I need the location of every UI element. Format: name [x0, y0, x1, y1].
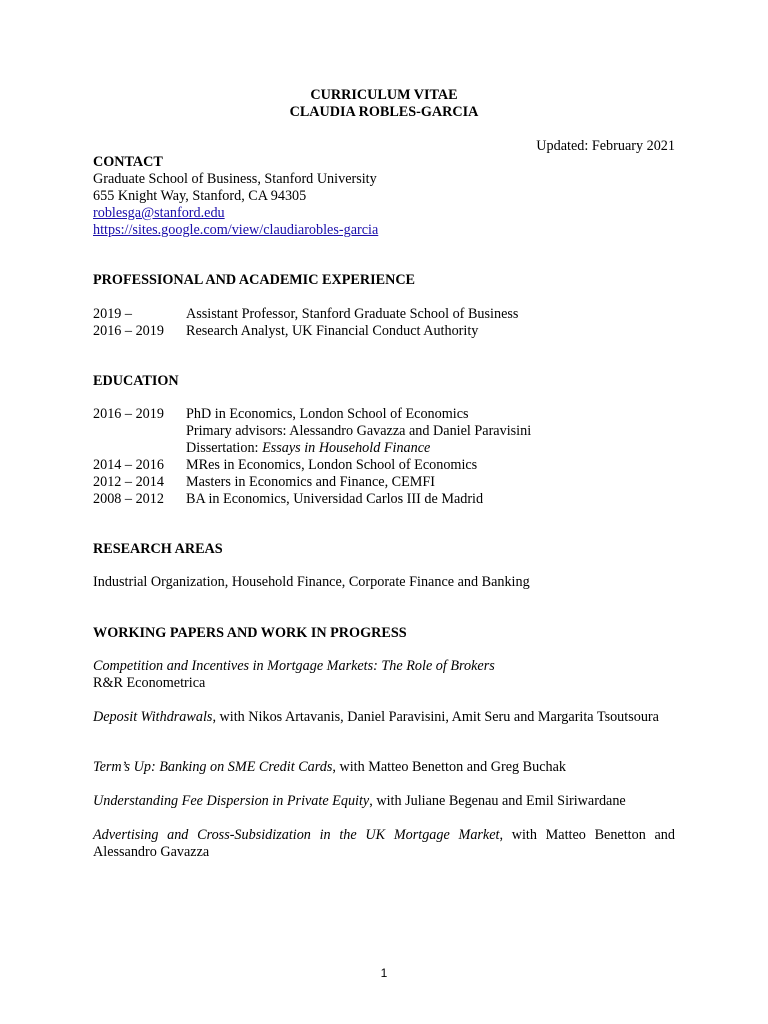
paper-3-coauthors: , with Matteo Benetton and Greg Buchak	[332, 759, 567, 775]
education-dissertation	[186, 440, 430, 457]
paper-1-title: Competition and Incentives in Mortgage Markets: The Role of Brokers	[93, 658, 495, 674]
contact-line-1: Graduate School of Business, Stanford University	[93, 171, 377, 187]
experience-desc-2: Research Analyst, UK Financial Conduct Authority	[186, 323, 479, 339]
paper-2-coauthors: , with Nikos Artavanis, Daniel Paravisini, Amit Seru and Margarita Tsoutsoura	[212, 709, 659, 725]
paper-4	[93, 793, 626, 810]
contact-line-2: 655 Knight Way, Stanford, CA 94305	[93, 188, 307, 204]
paper-4-title: Understanding Fee Dispersion in Private Equity	[93, 793, 370, 809]
experience-dates-2: 2016 – 2019	[93, 323, 164, 339]
dissertation-title: Essays in Household Finance	[262, 440, 431, 456]
experience-dates-1: 2019 –	[93, 306, 133, 322]
education-dates-2: 2014 – 2016	[93, 457, 164, 473]
research-areas-text: Industrial Organization, Household Finance, Corporate Finance and Banking	[93, 574, 530, 590]
email-link[interactable]: roblesga@stanford.edu	[93, 205, 225, 221]
papers-heading: WORKING PAPERS AND WORK IN PROGRESS	[93, 625, 407, 641]
education-desc-phd: PhD in Economics, London School of Economics	[186, 406, 469, 422]
education-desc-4: BA in Economics, Universidad Carlos III de Madrid	[186, 491, 484, 507]
updated-date: Updated: February 2021	[536, 138, 675, 154]
paper-3	[93, 759, 566, 776]
education-desc-3: Masters in Economics and Finance, CEMFI	[186, 474, 436, 490]
education-advisors: Primary advisors: Alessandro Gavazza and Daniel Paravisini	[186, 423, 532, 439]
paper-1-status: R&R Econometrica	[93, 675, 206, 691]
document-title: CURRICULUM VITAE	[310, 87, 458, 103]
experience-desc-1: Assistant Professor, Stanford Graduate School of Business	[186, 306, 519, 322]
paper-2-title: Deposit Withdrawals	[93, 709, 213, 725]
education-heading: EDUCATION	[93, 373, 179, 389]
research-heading: RESEARCH AREAS	[93, 541, 223, 557]
dissertation-label: Dissertation:	[186, 440, 263, 456]
paper-5-coauthors: , with Matteo Benetton and Alessandro Gavazza	[93, 827, 675, 860]
paper-5	[93, 827, 675, 861]
education-dates-3: 2012 – 2014	[93, 474, 164, 490]
person-name: CLAUDIA ROBLES-GARCIA	[289, 104, 479, 120]
education-desc-2: MRes in Economics, London School of Economics	[186, 457, 478, 473]
paper-4-coauthors: , with Juliane Begenau and Emil Siriwardane	[369, 793, 626, 809]
paper-5-title: Advertising and Cross-Subsidization in the UK Mortgage Market	[93, 827, 500, 843]
paper-2	[93, 709, 675, 726]
contact-heading: CONTACT	[93, 154, 163, 170]
website-link[interactable]: https://sites.google.com/view/claudiarobles-garcia	[93, 222, 379, 238]
experience-heading: PROFESSIONAL AND ACADEMIC EXPERIENCE	[93, 272, 416, 288]
paper-3-title: Term’s Up: Banking on SME Credit Cards	[93, 759, 333, 775]
page-number: 1	[380, 966, 388, 980]
education-dates-4: 2008 – 2012	[93, 491, 164, 507]
education-dates-phd: 2016 – 2019	[93, 406, 164, 422]
